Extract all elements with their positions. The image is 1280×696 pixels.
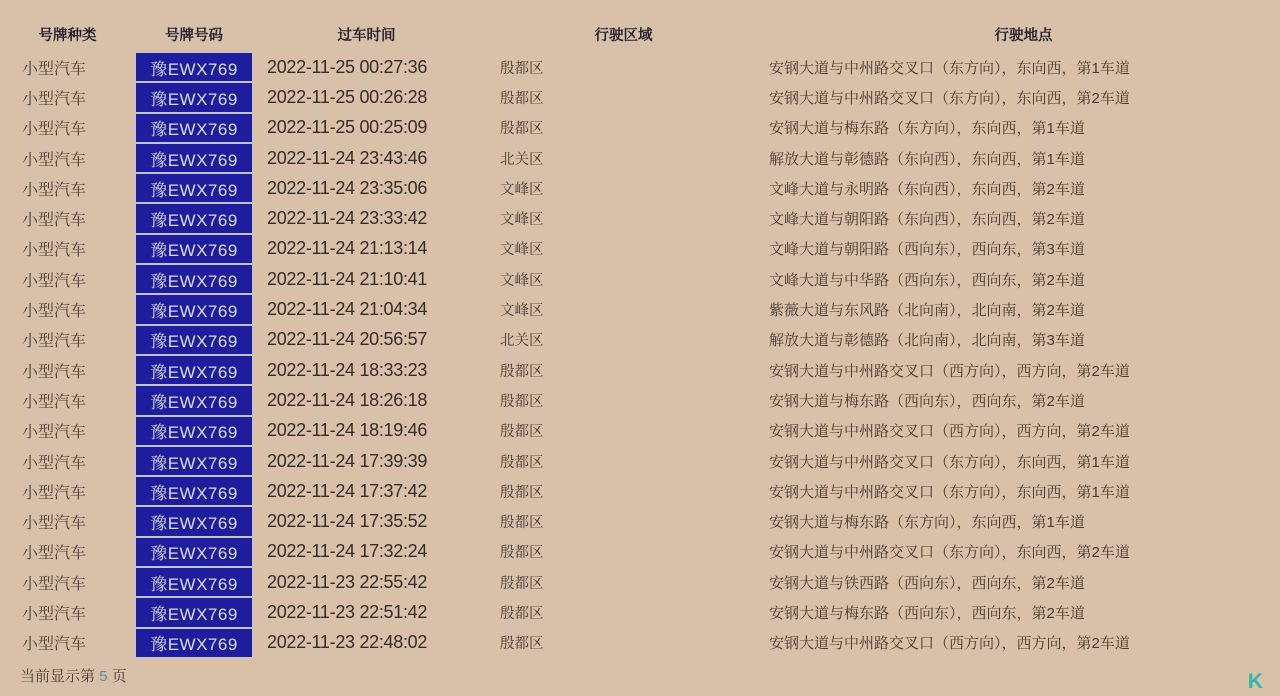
plate-number-badge: 豫EWX769 xyxy=(135,173,253,203)
cell-plate-type: 小型汽车 xyxy=(22,454,87,472)
cell-pass-time: 2022-11-24 17:39:39 xyxy=(267,450,428,471)
header-location: 行驶地点 xyxy=(994,27,1053,44)
table-row xyxy=(0,294,1280,324)
cell-district: 殷都区 xyxy=(500,454,544,471)
pagination-suffix: 页 xyxy=(111,667,127,685)
cell-pass-time: 2022-11-24 18:26:18 xyxy=(267,389,428,410)
cell-pass-time: 2022-11-24 18:19:46 xyxy=(267,420,428,441)
cell-plate-type: 小型汽车 xyxy=(22,242,87,260)
table-row xyxy=(0,597,1280,627)
cell-pass-time: 2022-11-25 00:27:36 xyxy=(267,56,428,77)
cell-location: 紫薇大道与东风路（北向南），北向南，第2车道 xyxy=(769,302,1085,320)
plate-number-badge: 豫EWX769 xyxy=(135,203,253,233)
cell-district: 殷都区 xyxy=(500,60,544,77)
cell-plate-type: 小型汽车 xyxy=(22,212,87,230)
plate-number-badge: 豫EWX769 xyxy=(135,143,253,173)
cell-district: 殷都区 xyxy=(500,605,544,622)
table-row xyxy=(0,385,1280,415)
header-pass-time: 过车时间 xyxy=(337,27,396,44)
cell-pass-time: 2022-11-24 17:37:42 xyxy=(267,480,428,501)
table-row xyxy=(0,52,1280,82)
cell-location: 安钢大道与中州路交叉口（东方向），东向西，第1车道 xyxy=(769,483,1130,501)
cell-plate-number xyxy=(135,416,253,446)
cell-location: 安钢大道与梅东路（西向东），西向东，第2车道 xyxy=(769,604,1085,622)
cell-pass-time: 2022-11-24 20:56:57 xyxy=(267,329,428,350)
cell-location: 文峰大道与中华路（西向东），西向东，第2车道 xyxy=(769,271,1085,289)
cell-district: 文峰区 xyxy=(500,303,544,320)
plate-number-badge: 豫EWX769 xyxy=(135,597,253,627)
plate-number-badge: 豫EWX769 xyxy=(135,628,253,658)
cell-pass-time: 2022-11-25 00:25:09 xyxy=(267,117,428,138)
cell-location: 安钢大道与中州路交叉口（东方向），东向西，第1车道 xyxy=(769,59,1130,77)
plate-number-badge: 豫EWX769 xyxy=(135,416,253,446)
cell-plate-type: 小型汽车 xyxy=(22,636,87,654)
cell-location: 安钢大道与铁西路（西向东），西向东，第2车道 xyxy=(769,574,1085,592)
cell-location: 安钢大道与中州路交叉口（东方向），东向西，第2车道 xyxy=(769,89,1130,107)
table-body xyxy=(0,52,1280,658)
cell-pass-time: 2022-11-24 17:35:52 xyxy=(267,511,428,532)
cell-location: 安钢大道与中州路交叉口（西方向），西方向，第2车道 xyxy=(769,635,1130,653)
cell-plate-type: 小型汽车 xyxy=(22,60,87,78)
table-row xyxy=(0,325,1280,355)
cell-pass-time: 2022-11-24 21:04:34 xyxy=(267,299,428,320)
current-page-number: 5 xyxy=(99,667,108,685)
cell-district: 北关区 xyxy=(500,151,544,168)
cell-location: 安钢大道与梅东路（东方向），东向西，第1车道 xyxy=(769,514,1085,532)
cell-pass-time: 2022-11-24 23:33:42 xyxy=(267,208,428,229)
cell-pass-time: 2022-11-24 18:33:23 xyxy=(267,359,428,380)
cell-plate-number xyxy=(135,264,253,294)
plate-number-badge: 豫EWX769 xyxy=(135,506,253,536)
table-row xyxy=(0,506,1280,536)
table-row xyxy=(0,203,1280,233)
cell-plate-number xyxy=(135,113,253,143)
plate-number-badge: 豫EWX769 xyxy=(135,52,253,82)
cell-plate-number xyxy=(135,203,253,233)
cell-district: 文峰区 xyxy=(500,212,544,229)
cell-district: 殷都区 xyxy=(500,575,544,592)
plate-number-badge: 豫EWX769 xyxy=(135,385,253,415)
header-plate-type: 号牌种类 xyxy=(38,27,97,44)
cell-plate-number xyxy=(135,82,253,112)
plate-number-badge: 豫EWX769 xyxy=(135,234,253,264)
cell-plate-type: 小型汽车 xyxy=(22,363,87,381)
table-header-row xyxy=(0,16,1280,52)
cell-location: 文峰大道与朝阳路（西向东），西向东，第3车道 xyxy=(769,241,1085,259)
cell-district: 殷都区 xyxy=(500,363,544,380)
cell-location: 安钢大道与中州路交叉口（东方向），东向西，第2车道 xyxy=(769,544,1130,562)
cell-district: 殷都区 xyxy=(500,90,544,107)
table-row xyxy=(0,82,1280,112)
cell-plate-number xyxy=(135,446,253,476)
cell-plate-number xyxy=(135,173,253,203)
cell-plate-type: 小型汽车 xyxy=(22,515,87,533)
cell-district: 殷都区 xyxy=(500,636,544,653)
cell-pass-time: 2022-11-23 22:48:02 xyxy=(267,632,428,653)
table-row xyxy=(0,173,1280,203)
cell-district: 殷都区 xyxy=(500,393,544,410)
cell-plate-type: 小型汽车 xyxy=(22,575,87,593)
plate-number-badge: 豫EWX769 xyxy=(135,325,253,355)
table-row xyxy=(0,476,1280,506)
table-row xyxy=(0,628,1280,658)
cell-location: 安钢大道与梅东路（东方向），东向西，第1车道 xyxy=(769,120,1085,138)
cell-plate-number xyxy=(135,476,253,506)
plate-number-badge: 豫EWX769 xyxy=(135,294,253,324)
pagination-status xyxy=(0,667,1280,687)
cell-plate-type: 小型汽车 xyxy=(22,545,87,563)
cell-plate-number xyxy=(135,355,253,385)
cell-pass-time: 2022-11-23 22:51:42 xyxy=(267,601,428,622)
cell-plate-number xyxy=(135,628,253,658)
plate-number-badge: 豫EWX769 xyxy=(135,537,253,567)
cell-district: 文峰区 xyxy=(500,181,544,198)
plate-number-badge: 豫EWX769 xyxy=(135,264,253,294)
plate-number-badge: 豫EWX769 xyxy=(135,476,253,506)
cell-pass-time: 2022-11-23 22:55:42 xyxy=(267,571,428,592)
cell-plate-type: 小型汽车 xyxy=(22,272,87,290)
cell-location: 解放大道与彰德路（北向南），北向南，第3车道 xyxy=(769,332,1085,350)
cell-district: 殷都区 xyxy=(500,545,544,562)
cell-district: 北关区 xyxy=(500,333,544,350)
cell-plate-type: 小型汽车 xyxy=(22,333,87,351)
table-row xyxy=(0,446,1280,476)
cell-district: 文峰区 xyxy=(500,242,544,259)
cell-plate-type: 小型汽车 xyxy=(22,424,87,442)
cell-plate-type: 小型汽车 xyxy=(22,605,87,623)
cell-plate-type: 小型汽车 xyxy=(22,484,87,502)
cell-pass-time: 2022-11-24 23:43:46 xyxy=(267,147,428,168)
plate-number-badge: 豫EWX769 xyxy=(135,446,253,476)
plate-number-badge: 豫EWX769 xyxy=(135,567,253,597)
cell-plate-number xyxy=(135,234,253,264)
cell-plate-type: 小型汽车 xyxy=(22,303,87,321)
table-row xyxy=(0,416,1280,446)
cell-pass-time: 2022-11-24 21:13:14 xyxy=(267,238,428,259)
cell-plate-type: 小型汽车 xyxy=(22,151,87,169)
k-logo: K xyxy=(1247,670,1263,693)
cell-pass-time: 2022-11-24 17:32:24 xyxy=(267,541,428,562)
cell-plate-number xyxy=(135,325,253,355)
cell-plate-number xyxy=(135,385,253,415)
cell-plate-number xyxy=(135,567,253,597)
table-row xyxy=(0,264,1280,294)
plate-number-badge: 豫EWX769 xyxy=(135,355,253,385)
cell-district: 殷都区 xyxy=(500,424,544,441)
table-row xyxy=(0,355,1280,385)
cell-plate-type: 小型汽车 xyxy=(22,181,87,199)
table-row xyxy=(0,113,1280,143)
cell-plate-number xyxy=(135,143,253,173)
cell-location: 安钢大道与中州路交叉口（西方向），西方向，第2车道 xyxy=(769,362,1130,380)
plate-number-badge: 豫EWX769 xyxy=(135,113,253,143)
cell-plate-number xyxy=(135,52,253,82)
table-row xyxy=(0,537,1280,567)
table-row xyxy=(0,234,1280,264)
cell-plate-type: 小型汽车 xyxy=(22,121,87,139)
cell-location: 文峰大道与朝阳路（东向西），东向西，第2车道 xyxy=(769,211,1085,229)
plate-number-badge: 豫EWX769 xyxy=(135,82,253,112)
cell-district: 殷都区 xyxy=(500,121,544,138)
cell-district: 殷都区 xyxy=(500,484,544,501)
cell-pass-time: 2022-11-25 00:26:28 xyxy=(267,86,428,107)
cell-location: 文峰大道与永明路（东向西），东向西，第2车道 xyxy=(769,180,1085,198)
cell-plate-number xyxy=(135,597,253,627)
cell-location: 安钢大道与中州路交叉口（西方向），西方向，第2车道 xyxy=(769,423,1130,441)
cell-location: 安钢大道与中州路交叉口（东方向），东向西，第1车道 xyxy=(769,453,1130,471)
cell-district: 文峰区 xyxy=(500,272,544,289)
cell-plate-type: 小型汽车 xyxy=(22,90,87,108)
cell-plate-number xyxy=(135,537,253,567)
table-row xyxy=(0,567,1280,597)
cell-district: 殷都区 xyxy=(500,515,544,532)
cell-plate-type: 小型汽车 xyxy=(22,393,87,411)
table-row xyxy=(0,143,1280,173)
cell-location: 解放大道与彰德路（东向西），东向西，第1车道 xyxy=(769,150,1085,168)
header-district: 行驶区域 xyxy=(594,27,653,44)
cell-pass-time: 2022-11-24 23:35:06 xyxy=(267,177,428,198)
cell-location: 安钢大道与梅东路（西向东），西向东，第2车道 xyxy=(769,392,1085,410)
header-plate-number: 号牌号码 xyxy=(165,27,223,44)
cell-pass-time: 2022-11-24 21:10:41 xyxy=(267,268,428,289)
pagination-prefix: 当前显示第 xyxy=(20,667,96,685)
cell-plate-number xyxy=(135,294,253,324)
cell-plate-number xyxy=(135,506,253,536)
